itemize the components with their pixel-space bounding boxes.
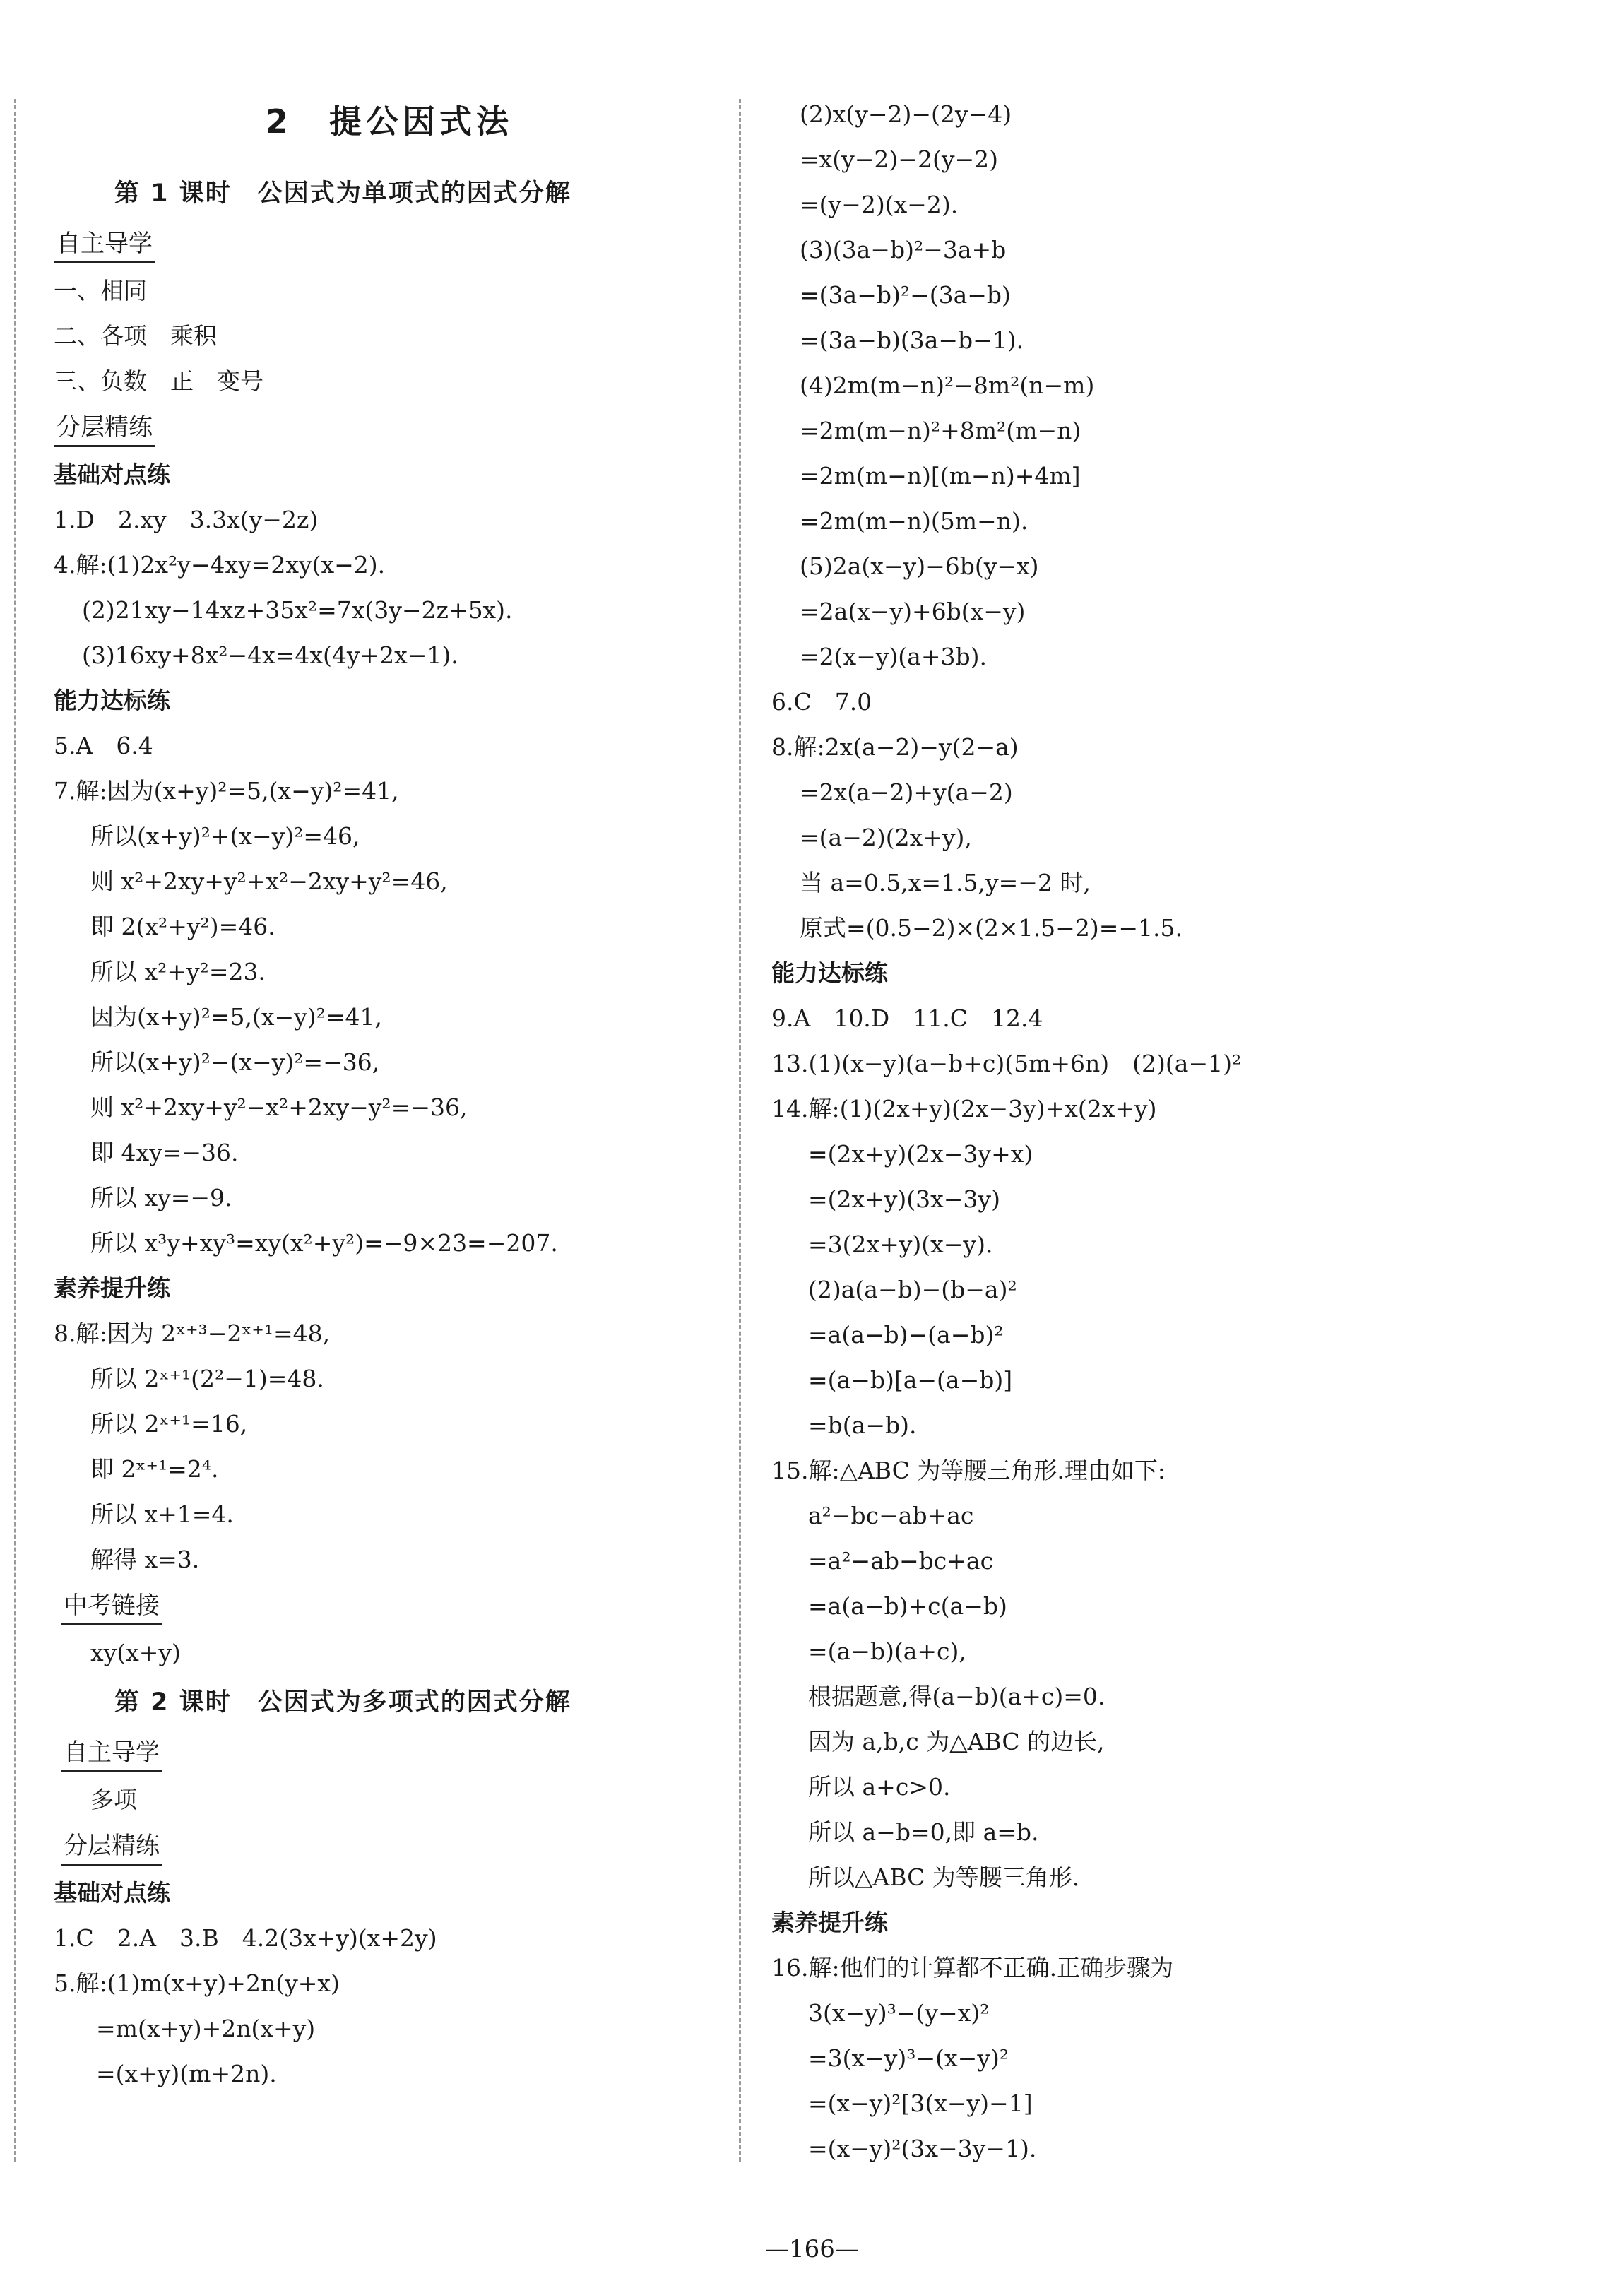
answer-line: 所以 x+1=4. [90, 1500, 234, 1528]
right-suyang-label: 素养提升练 [771, 1909, 888, 1936]
answer-line: =(3a−b)(3a−b−1). [800, 326, 1024, 354]
answer-line: 所以(x+y)²+(x−y)²=46, [90, 822, 360, 850]
answer-line: =x(y−2)−2(y−2) [800, 146, 998, 173]
lesson2-fenceng-label: 分层精练 [61, 1828, 162, 1866]
answer-line: (2)a(a−b)−(b−a)² [808, 1276, 1017, 1303]
answer-line: 8.解:2x(a−2)−y(2−a) [771, 733, 1019, 761]
answer-line: 即 2ˣ⁺¹=2⁴. [90, 1455, 219, 1483]
answer-line: 因为(x+y)²=5,(x−y)²=41, [90, 1003, 383, 1031]
answer-line: 5.A 6.4 [54, 732, 153, 759]
answer-line: 所以 a−b=0,即 a=b. [808, 1818, 1039, 1846]
answer-line: =(3a−b)²−(3a−b) [800, 281, 1011, 309]
right-nengli-label: 能力达标练 [771, 959, 888, 987]
answer-line: =(a−2)(2x+y), [800, 824, 972, 851]
answer-line: 所以 2ˣ⁺¹(2²−1)=48. [90, 1365, 324, 1392]
lesson2-title: 第 2 课时 公因式为多项式的因式分解 [114, 1688, 571, 1717]
answer-line: =a²−ab−bc+ac [808, 1547, 994, 1575]
answer-line: (3)16xy+8x²−4x=4x(4y+2x−1). [82, 641, 458, 669]
answer-line: (4)2m(m−n)²−8m²(n−m) [800, 372, 1095, 399]
answer-line: 7.解:因为(x+y)²=5,(x−y)²=41, [54, 777, 399, 805]
right-column [771, 92, 1584, 2171]
answer-line: 8.解:因为 2ˣ⁺³−2ˣ⁺¹=48, [54, 1320, 331, 1347]
answer-line: =3(x−y)³−(x−y)² [808, 2044, 1009, 2072]
answer-line: 则 x²+2xy+y²−x²+2xy−y²=−36, [90, 1094, 468, 1121]
answer-line: 即 4xy=−36. [90, 1139, 239, 1166]
answer-line: 所以 2ˣ⁺¹=16, [90, 1410, 248, 1438]
answer-line: (3)(3a−b)²−3a+b [800, 236, 1007, 263]
lesson1-fenceng-label: 分层精练 [54, 410, 155, 447]
answer-line: 三、负数 正 变号 [54, 367, 263, 395]
lesson1-title: 第 1 课时 公因式为单项式的因式分解 [114, 179, 571, 208]
lesson2-zizhu-label: 自主导学 [61, 1735, 162, 1772]
answer-line: 15.解:△ABC 为等腰三角形.理由如下: [771, 1457, 1166, 1484]
answer-line: a²−bc−ab+ac [808, 1502, 974, 1529]
answer-line: =2m(m−n)(5m−n). [800, 507, 1029, 535]
answer-line: 所以 xy=−9. [90, 1184, 232, 1211]
answer-line: 原式=(0.5−2)×(2×1.5−2)=−1.5. [800, 914, 1183, 942]
answer-line: 14.解:(1)(2x+y)(2x−3y)+x(2x+y) [771, 1095, 1157, 1122]
answer-line: =(x−y)²(3x−3y−1). [808, 2135, 1037, 2162]
answer-line: 解得 x=3. [90, 1546, 200, 1573]
answer-line: 则 x²+2xy+y²+x²−2xy+y²=46, [90, 867, 448, 895]
answer-line: =(2x+y)(3x−3y) [808, 1185, 1000, 1213]
answer-line: =b(a−b). [808, 1411, 917, 1439]
answer-line: 6.C 7.0 [771, 688, 872, 716]
left-margin-line [14, 99, 16, 2162]
answer-line: 根据题意,得(a−b)(a+c)=0. [808, 1683, 1106, 1710]
answer-line: =(x+y)(m+2n). [96, 2060, 277, 2087]
answer-line: =m(x+y)+2n(x+y) [96, 2015, 316, 2042]
page-title: 2 提公因式法 [265, 102, 513, 141]
answer-line: 13.(1)(x−y)(a−b+c)(5m+6n) (2)(a−1)² [771, 1050, 1242, 1077]
lesson1-jichu-label: 基础对点练 [54, 461, 170, 488]
answer-line: 1.C 2.A 3.B 4.2(3x+y)(x+2y) [54, 1924, 437, 1952]
answer-line: 二、各项 乘积 [54, 322, 217, 350]
answer-line: 3(x−y)³−(y−x)² [808, 1999, 990, 2027]
lesson2-jichu-label: 基础对点练 [54, 1879, 170, 1907]
lesson1-nengli-label: 能力达标练 [54, 687, 170, 714]
answer-line: 所以 x²+y²=23. [90, 958, 266, 985]
answer-line: 即 2(x²+y²)=46. [90, 913, 275, 940]
answer-line: 1.D 2.xy 3.3x(y−2z) [54, 506, 319, 533]
answer-line: (5)2a(x−y)−6b(y−x) [800, 552, 1039, 580]
answer-line: 9.A 10.D 11.C 12.4 [771, 1005, 1043, 1032]
answer-line: 因为 a,b,c 为△ABC 的边长, [808, 1728, 1105, 1755]
answer-line: xy(x+y) [90, 1639, 181, 1666]
answer-line: 一、相同 [54, 277, 147, 304]
column-divider [739, 99, 741, 2162]
answer-line: 所以 x³y+xy³=xy(x²+y²)=−9×23=−207. [90, 1229, 558, 1257]
answer-line: =(x−y)²[3(x−y)−1] [808, 2090, 1033, 2117]
answer-line: 多项 [90, 1786, 137, 1813]
answer-line: 所以(x+y)²−(x−y)²=−36, [90, 1048, 380, 1076]
answer-line: 4.解:(1)2x²y−4xy=2xy(x−2). [54, 551, 386, 579]
answer-line: =(a−b)[a−(a−b)] [808, 1366, 1013, 1394]
answer-line: =2x(a−2)+y(a−2) [800, 778, 1013, 806]
lesson1-zhongkao-label: 中考链接 [61, 1588, 162, 1625]
lesson1-zizhu-label: 自主导学 [54, 226, 155, 263]
answer-line: =2m(m−n)[(m−n)+4m] [800, 462, 1081, 490]
answer-line: 5.解:(1)m(x+y)+2n(y+x) [54, 1969, 340, 1997]
answer-line: 16.解:他们的计算都不正确.正确步骤为 [771, 1954, 1174, 1981]
answer-line: =(a−b)(a+c), [808, 1637, 966, 1665]
left-column [54, 167, 725, 2097]
answer-line: =(2x+y)(2x−3y+x) [808, 1140, 1033, 1168]
answer-line: (2)21xy−14xz+35x²=7x(3y−2z+5x). [82, 596, 513, 624]
answer-line: 当 a=0.5,x=1.5,y=−2 时, [800, 869, 1091, 896]
answer-line: =a(a−b)+c(a−b) [808, 1592, 1007, 1620]
answer-line: =3(2x+y)(x−y). [808, 1231, 993, 1258]
lesson1-suyang-label: 素养提升练 [54, 1274, 170, 1302]
answer-line: =(y−2)(x−2). [800, 191, 959, 218]
page-number: —166— [765, 2235, 859, 2263]
answer-line: (2)x(y−2)−(2y−4) [800, 100, 1012, 128]
answer-line: 所以 a+c>0. [808, 1773, 951, 1801]
answer-line: =a(a−b)−(a−b)² [808, 1321, 1004, 1349]
answer-line: =2m(m−n)²+8m²(m−n) [800, 417, 1081, 444]
answer-line: =2(x−y)(a+3b). [800, 643, 987, 670]
answer-line: =2a(x−y)+6b(x−y) [800, 598, 1026, 625]
answer-line: 所以△ABC 为等腰三角形. [808, 1864, 1080, 1891]
